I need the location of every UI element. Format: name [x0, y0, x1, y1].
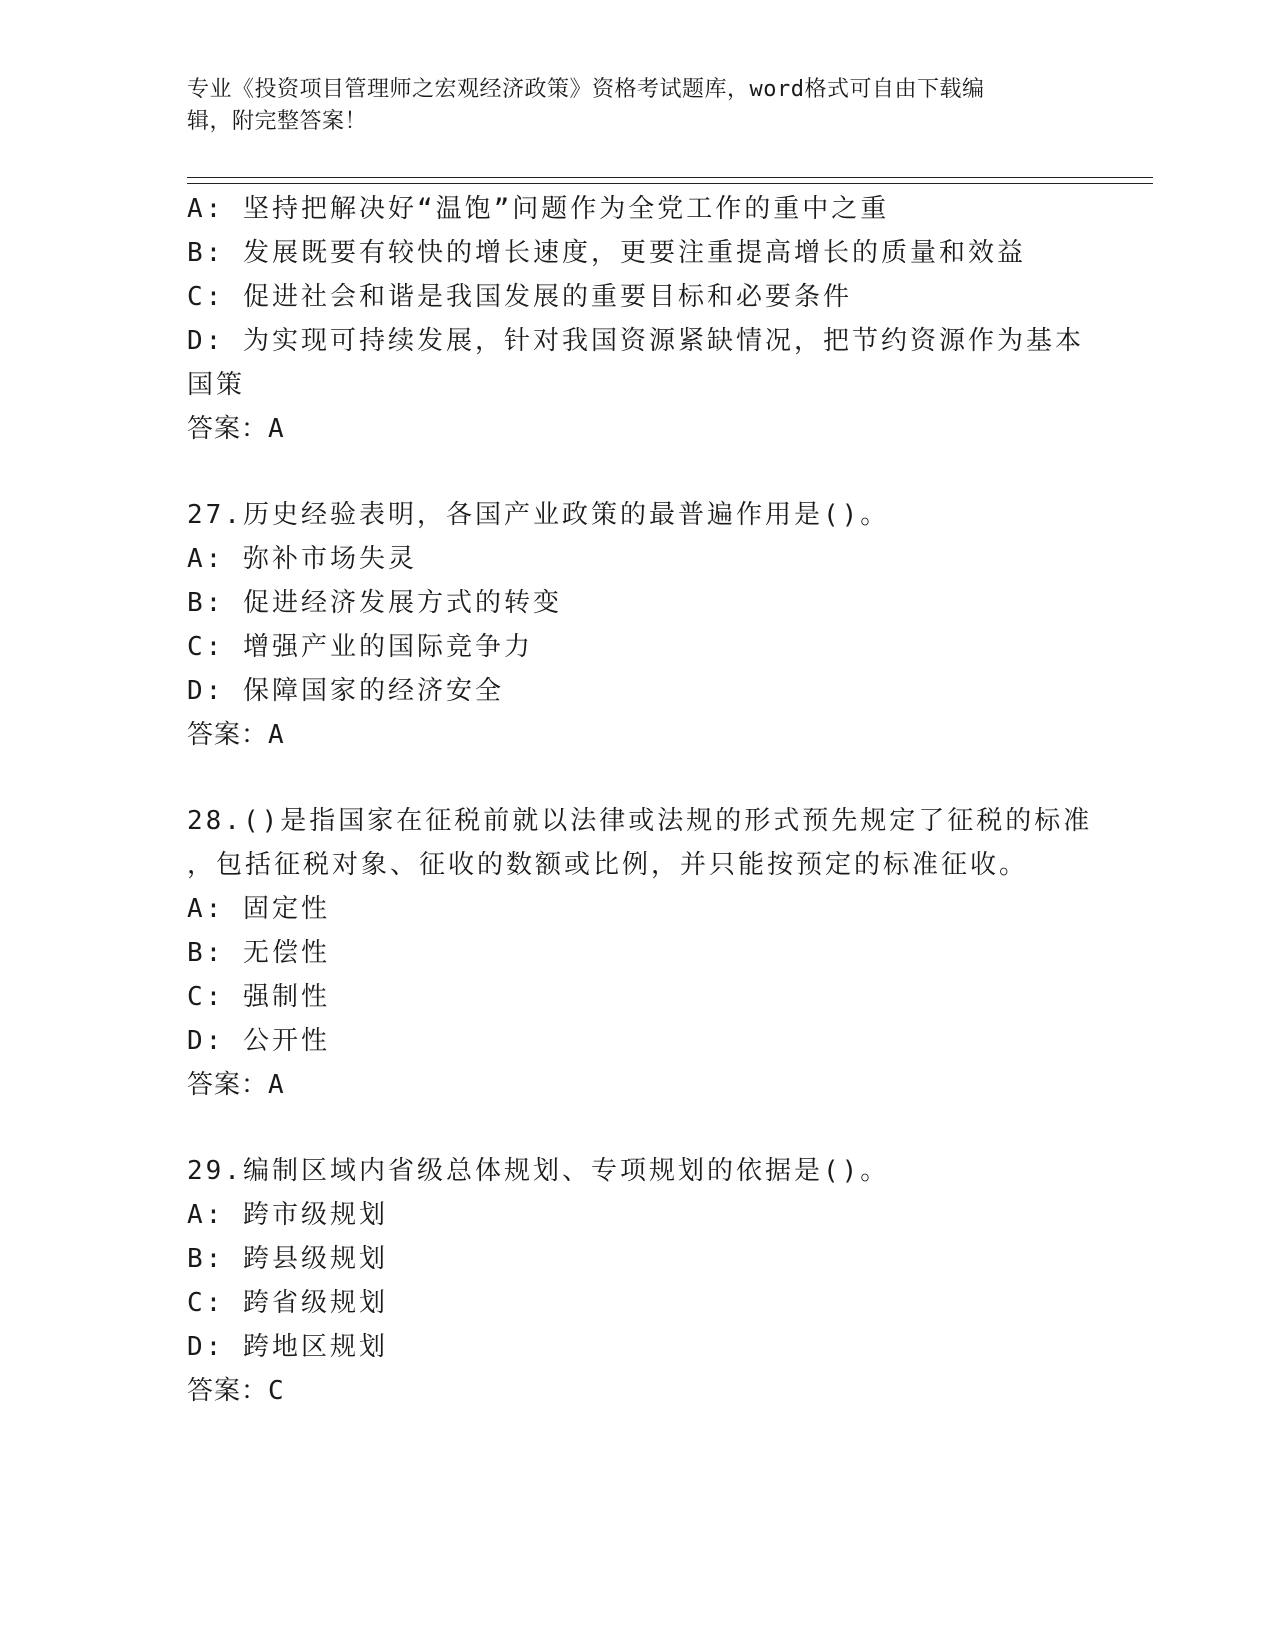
- q26-option-d-continued: 国策: [187, 370, 246, 400]
- answer-label: 答案：: [187, 1376, 269, 1406]
- q26-option-b: B: 发展既要有较快的增长速度，更要注重提高增长的质量和效益: [187, 238, 1026, 268]
- answer-value: A: [268, 720, 286, 750]
- answer-value: C: [268, 1376, 286, 1406]
- document-header: [187, 74, 1067, 138]
- answer-value: A: [268, 414, 286, 444]
- q29-option-a: A: 跨市级规划: [187, 1200, 388, 1230]
- q26-option-a: A: 坚持把解决好“温饱”问题作为全党工作的重中之重: [187, 194, 890, 224]
- q29-answer: [187, 1376, 286, 1406]
- header-line-2: 辑，附完整答案！: [187, 109, 368, 134]
- q27-answer: [187, 720, 286, 750]
- q29-option-d: D: 跨地区规划: [187, 1332, 388, 1362]
- q28-answer: [187, 1070, 286, 1100]
- q27-option-a: A: 弥补市场失灵: [187, 544, 417, 574]
- q29-option-c: C: 跨省级规划: [187, 1288, 388, 1318]
- q27-option-d: D: 保障国家的经济安全: [187, 676, 504, 706]
- q26-answer: [187, 414, 286, 444]
- q28-option-c: C: 强制性: [187, 982, 330, 1012]
- answer-label: 答案：: [187, 1070, 269, 1100]
- q29-stem: 29.编制区域内省级总体规划、专项规划的依据是()。: [187, 1156, 890, 1186]
- answer-label: 答案：: [187, 720, 269, 750]
- header-line-1: 专业《投资项目管理师之宏观经济政策》资格考试题库，word格式可自由下载编: [187, 77, 985, 102]
- q26-option-c: C: 促进社会和谐是我国发展的重要目标和必要条件: [187, 282, 852, 312]
- q28-option-b: B: 无偿性: [187, 938, 330, 968]
- q28-stem-continued: ，包括征税对象、征收的数额或比例，并只能按预定的标准征收。: [187, 850, 1029, 880]
- header-divider-top: [187, 177, 1153, 178]
- q27-stem: 27.历史经验表明，各国产业政策的最普遍作用是()。: [187, 500, 890, 530]
- answer-value: A: [268, 1070, 286, 1100]
- q27-option-c: C: 增强产业的国际竞争力: [187, 632, 533, 662]
- q28-option-a: A: 固定性: [187, 894, 330, 924]
- q27-option-b: B: 促进经济发展方式的转变: [187, 588, 562, 618]
- answer-label: 答案：: [187, 414, 269, 444]
- q28-stem: 28.()是指国家在征税前就以法律或法规的形式预先规定了征税的标准: [187, 806, 1093, 836]
- q28-option-d: D: 公开性: [187, 1026, 330, 1056]
- header-divider-bottom: [187, 183, 1153, 184]
- q26-option-d: D: 为实现可持续发展，针对我国资源紧缺情况，把节约资源作为基本: [187, 326, 1084, 356]
- q29-option-b: B: 跨县级规划: [187, 1244, 388, 1274]
